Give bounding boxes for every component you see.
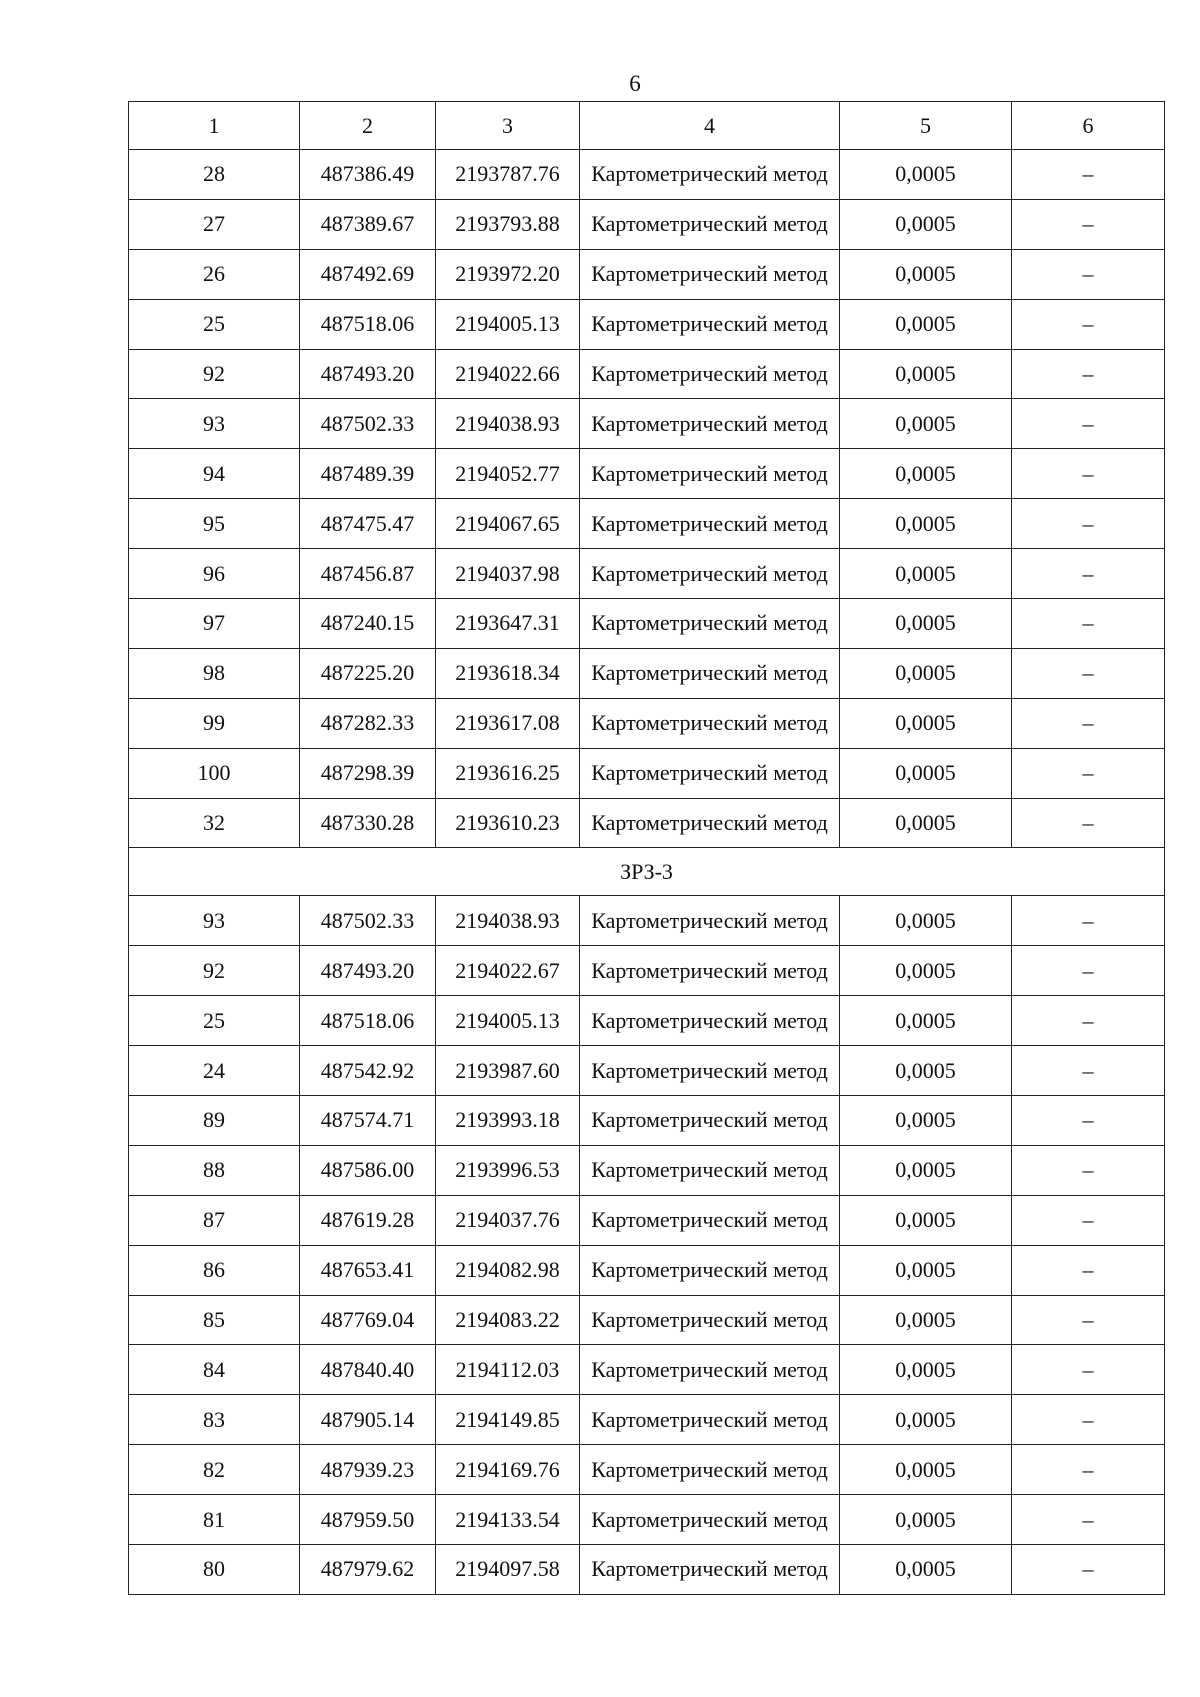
y-coordinate-cell: 2194083.22 xyxy=(436,1295,580,1345)
point-number-cell: 27 xyxy=(129,199,300,249)
x-coordinate-cell: 487389.67 xyxy=(300,199,436,249)
method-cell: Картометрический метод xyxy=(580,299,840,349)
method-cell: Картометрический метод xyxy=(580,549,840,599)
method-cell: Картометрический метод xyxy=(580,599,840,649)
accuracy-cell: 0,0005 xyxy=(840,698,1012,748)
accuracy-cell: 0,0005 xyxy=(840,599,1012,649)
note-cell: – xyxy=(1012,748,1165,798)
y-coordinate-cell: 2194022.67 xyxy=(436,946,580,996)
table-row xyxy=(129,549,1165,599)
table-row xyxy=(129,249,1165,299)
method-cell: Картометрический метод xyxy=(580,1395,840,1445)
accuracy-cell: 0,0005 xyxy=(840,1545,1012,1595)
method-cell: Картометрический метод xyxy=(580,249,840,299)
table-row xyxy=(129,648,1165,698)
method-cell: Картометрический метод xyxy=(580,648,840,698)
table-row xyxy=(129,199,1165,249)
y-coordinate-cell: 2194169.76 xyxy=(436,1445,580,1495)
note-cell: – xyxy=(1012,199,1165,249)
note-cell: – xyxy=(1012,648,1165,698)
point-number-cell: 85 xyxy=(129,1295,300,1345)
x-coordinate-cell: 487959.50 xyxy=(300,1495,436,1545)
accuracy-cell: 0,0005 xyxy=(840,199,1012,249)
table-row xyxy=(129,299,1165,349)
accuracy-cell: 0,0005 xyxy=(840,1096,1012,1146)
y-coordinate-cell: 2194149.85 xyxy=(436,1395,580,1445)
method-cell: Картометрический метод xyxy=(580,1145,840,1195)
note-cell: – xyxy=(1012,996,1165,1046)
point-number-cell: 25 xyxy=(129,299,300,349)
x-coordinate-cell: 487574.71 xyxy=(300,1096,436,1146)
accuracy-cell: 0,0005 xyxy=(840,748,1012,798)
x-coordinate-cell: 487330.28 xyxy=(300,798,436,848)
accuracy-cell: 0,0005 xyxy=(840,1195,1012,1245)
method-cell: Картометрический метод xyxy=(580,1245,840,1295)
x-coordinate-cell: 487905.14 xyxy=(300,1395,436,1445)
x-coordinate-cell: 487282.33 xyxy=(300,698,436,748)
y-coordinate-cell: 2194005.13 xyxy=(436,299,580,349)
y-coordinate-cell: 2194022.66 xyxy=(436,349,580,399)
method-cell: Картометрический метод xyxy=(580,449,840,499)
column-header: 3 xyxy=(436,102,580,150)
y-coordinate-cell: 2194052.77 xyxy=(436,449,580,499)
y-coordinate-cell: 2193610.23 xyxy=(436,798,580,848)
note-cell: – xyxy=(1012,299,1165,349)
x-coordinate-cell: 487586.00 xyxy=(300,1145,436,1195)
x-coordinate-cell: 487489.39 xyxy=(300,449,436,499)
x-coordinate-cell: 487240.15 xyxy=(300,599,436,649)
section-title: ЗРЗ-3 xyxy=(129,848,1165,896)
method-cell: Картометрический метод xyxy=(580,1295,840,1345)
table-row xyxy=(129,150,1165,200)
point-number-cell: 32 xyxy=(129,798,300,848)
method-cell: Картометрический метод xyxy=(580,199,840,249)
x-coordinate-cell: 487619.28 xyxy=(300,1195,436,1245)
y-coordinate-cell: 2193993.18 xyxy=(436,1096,580,1146)
method-cell: Картометрический метод xyxy=(580,996,840,1046)
table-row xyxy=(129,499,1165,549)
table-row xyxy=(129,996,1165,1046)
accuracy-cell: 0,0005 xyxy=(840,1046,1012,1096)
point-number-cell: 95 xyxy=(129,499,300,549)
point-number-cell: 89 xyxy=(129,1096,300,1146)
note-cell: – xyxy=(1012,1495,1165,1545)
table-row xyxy=(129,946,1165,996)
x-coordinate-cell: 487653.41 xyxy=(300,1245,436,1295)
method-cell: Картометрический метод xyxy=(580,349,840,399)
group2-rows xyxy=(129,896,1165,1594)
table-row xyxy=(129,1495,1165,1545)
point-number-cell: 97 xyxy=(129,599,300,649)
method-cell: Картометрический метод xyxy=(580,499,840,549)
note-cell: – xyxy=(1012,1545,1165,1595)
x-coordinate-cell: 487225.20 xyxy=(300,648,436,698)
point-number-cell: 96 xyxy=(129,549,300,599)
accuracy-cell: 0,0005 xyxy=(840,896,1012,946)
note-cell: – xyxy=(1012,1395,1165,1445)
table-row xyxy=(129,399,1165,449)
accuracy-cell: 0,0005 xyxy=(840,648,1012,698)
accuracy-cell: 0,0005 xyxy=(840,1495,1012,1545)
y-coordinate-cell: 2194082.98 xyxy=(436,1245,580,1295)
table-row xyxy=(129,1395,1165,1445)
coordinates-table xyxy=(128,101,1165,1595)
note-cell: – xyxy=(1012,1445,1165,1495)
table-row xyxy=(129,449,1165,499)
note-cell: – xyxy=(1012,1145,1165,1195)
accuracy-cell: 0,0005 xyxy=(840,1245,1012,1295)
x-coordinate-cell: 487502.33 xyxy=(300,399,436,449)
accuracy-cell: 0,0005 xyxy=(840,449,1012,499)
accuracy-cell: 0,0005 xyxy=(840,549,1012,599)
x-coordinate-cell: 487939.23 xyxy=(300,1445,436,1495)
y-coordinate-cell: 2194037.76 xyxy=(436,1195,580,1245)
x-coordinate-cell: 487456.87 xyxy=(300,549,436,599)
method-cell: Картометрический метод xyxy=(580,698,840,748)
point-number-cell: 83 xyxy=(129,1395,300,1445)
note-cell: – xyxy=(1012,549,1165,599)
method-cell: Картометрический метод xyxy=(580,1096,840,1146)
table-row xyxy=(129,798,1165,848)
note-cell: – xyxy=(1012,249,1165,299)
note-cell: – xyxy=(1012,698,1165,748)
page-number: 6 xyxy=(629,71,641,96)
table-header-row xyxy=(129,102,1165,150)
accuracy-cell: 0,0005 xyxy=(840,996,1012,1046)
x-coordinate-cell: 487493.20 xyxy=(300,349,436,399)
point-number-cell: 87 xyxy=(129,1195,300,1245)
y-coordinate-cell: 2194038.93 xyxy=(436,896,580,946)
table-row xyxy=(129,1195,1165,1245)
table-row xyxy=(129,1096,1165,1146)
point-number-cell: 94 xyxy=(129,449,300,499)
y-coordinate-cell: 2193787.76 xyxy=(436,150,580,200)
table-row xyxy=(129,1295,1165,1345)
point-number-cell: 26 xyxy=(129,249,300,299)
point-number-cell: 92 xyxy=(129,946,300,996)
accuracy-cell: 0,0005 xyxy=(840,499,1012,549)
note-cell: – xyxy=(1012,896,1165,946)
accuracy-cell: 0,0005 xyxy=(840,946,1012,996)
coordinates-table-container xyxy=(128,101,1164,1595)
x-coordinate-cell: 487840.40 xyxy=(300,1345,436,1395)
y-coordinate-cell: 2193617.08 xyxy=(436,698,580,748)
method-cell: Картометрический метод xyxy=(580,748,840,798)
accuracy-cell: 0,0005 xyxy=(840,150,1012,200)
point-number-cell: 98 xyxy=(129,648,300,698)
point-number-cell: 84 xyxy=(129,1345,300,1395)
x-coordinate-cell: 487475.47 xyxy=(300,499,436,549)
accuracy-cell: 0,0005 xyxy=(840,798,1012,848)
point-number-cell: 93 xyxy=(129,399,300,449)
point-number-cell: 24 xyxy=(129,1046,300,1096)
x-coordinate-cell: 487769.04 xyxy=(300,1295,436,1345)
method-cell: Картометрический метод xyxy=(580,798,840,848)
point-number-cell: 28 xyxy=(129,150,300,200)
point-number-cell: 80 xyxy=(129,1545,300,1595)
x-coordinate-cell: 487542.92 xyxy=(300,1046,436,1096)
method-cell: Картометрический метод xyxy=(580,946,840,996)
table-row xyxy=(129,748,1165,798)
accuracy-cell: 0,0005 xyxy=(840,399,1012,449)
column-header: 2 xyxy=(300,102,436,150)
point-number-cell: 81 xyxy=(129,1495,300,1545)
table-row xyxy=(129,349,1165,399)
accuracy-cell: 0,0005 xyxy=(840,1395,1012,1445)
note-cell: – xyxy=(1012,1046,1165,1096)
accuracy-cell: 0,0005 xyxy=(840,1445,1012,1495)
method-cell: Картометрический метод xyxy=(580,1445,840,1495)
point-number-cell: 88 xyxy=(129,1145,300,1195)
section-title-row xyxy=(129,848,1165,896)
y-coordinate-cell: 2194097.58 xyxy=(436,1545,580,1595)
column-header: 1 xyxy=(129,102,300,150)
note-cell: – xyxy=(1012,1245,1165,1295)
x-coordinate-cell: 487298.39 xyxy=(300,748,436,798)
note-cell: – xyxy=(1012,1195,1165,1245)
point-number-cell: 100 xyxy=(129,748,300,798)
column-header: 5 xyxy=(840,102,1012,150)
y-coordinate-cell: 2193987.60 xyxy=(436,1046,580,1096)
note-cell: – xyxy=(1012,399,1165,449)
x-coordinate-cell: 487386.49 xyxy=(300,150,436,200)
note-cell: – xyxy=(1012,499,1165,549)
x-coordinate-cell: 487502.33 xyxy=(300,896,436,946)
table-row xyxy=(129,1545,1165,1595)
method-cell: Картометрический метод xyxy=(580,896,840,946)
point-number-cell: 92 xyxy=(129,349,300,399)
accuracy-cell: 0,0005 xyxy=(840,349,1012,399)
method-cell: Картометрический метод xyxy=(580,1046,840,1096)
accuracy-cell: 0,0005 xyxy=(840,299,1012,349)
table-row xyxy=(129,1245,1165,1295)
method-cell: Картометрический метод xyxy=(580,150,840,200)
point-number-cell: 25 xyxy=(129,996,300,1046)
note-cell: – xyxy=(1012,1295,1165,1345)
table-row xyxy=(129,1445,1165,1495)
table-row xyxy=(129,1046,1165,1096)
note-cell: – xyxy=(1012,946,1165,996)
x-coordinate-cell: 487518.06 xyxy=(300,299,436,349)
table-row xyxy=(129,896,1165,946)
y-coordinate-cell: 2194067.65 xyxy=(436,499,580,549)
table-row xyxy=(129,1145,1165,1195)
note-cell: – xyxy=(1012,1345,1165,1395)
table-row xyxy=(129,1345,1165,1395)
note-cell: – xyxy=(1012,798,1165,848)
y-coordinate-cell: 2193996.53 xyxy=(436,1145,580,1195)
table-row xyxy=(129,599,1165,649)
method-cell: Картометрический метод xyxy=(580,1345,840,1395)
note-cell: – xyxy=(1012,150,1165,200)
table-row xyxy=(129,698,1165,748)
y-coordinate-cell: 2193647.31 xyxy=(436,599,580,649)
x-coordinate-cell: 487493.20 xyxy=(300,946,436,996)
y-coordinate-cell: 2194112.03 xyxy=(436,1345,580,1395)
accuracy-cell: 0,0005 xyxy=(840,249,1012,299)
point-number-cell: 82 xyxy=(129,1445,300,1495)
note-cell: – xyxy=(1012,349,1165,399)
accuracy-cell: 0,0005 xyxy=(840,1295,1012,1345)
y-coordinate-cell: 2193616.25 xyxy=(436,748,580,798)
note-cell: – xyxy=(1012,599,1165,649)
y-coordinate-cell: 2194038.93 xyxy=(436,399,580,449)
note-cell: – xyxy=(1012,1096,1165,1146)
y-coordinate-cell: 2194005.13 xyxy=(436,996,580,1046)
accuracy-cell: 0,0005 xyxy=(840,1345,1012,1395)
accuracy-cell: 0,0005 xyxy=(840,1145,1012,1195)
method-cell: Картометрический метод xyxy=(580,1495,840,1545)
column-header: 4 xyxy=(580,102,840,150)
point-number-cell: 99 xyxy=(129,698,300,748)
y-coordinate-cell: 2193618.34 xyxy=(436,648,580,698)
y-coordinate-cell: 2194037.98 xyxy=(436,549,580,599)
group1-rows xyxy=(129,150,1165,848)
note-cell: – xyxy=(1012,449,1165,499)
method-cell: Картометрический метод xyxy=(580,1545,840,1595)
method-cell: Картометрический метод xyxy=(580,1195,840,1245)
column-header: 6 xyxy=(1012,102,1165,150)
x-coordinate-cell: 487492.69 xyxy=(300,249,436,299)
point-number-cell: 93 xyxy=(129,896,300,946)
x-coordinate-cell: 487979.62 xyxy=(300,1545,436,1595)
point-number-cell: 86 xyxy=(129,1245,300,1295)
y-coordinate-cell: 2193972.20 xyxy=(436,249,580,299)
method-cell: Картометрический метод xyxy=(580,399,840,449)
y-coordinate-cell: 2194133.54 xyxy=(436,1495,580,1545)
y-coordinate-cell: 2193793.88 xyxy=(436,199,580,249)
x-coordinate-cell: 487518.06 xyxy=(300,996,436,1046)
